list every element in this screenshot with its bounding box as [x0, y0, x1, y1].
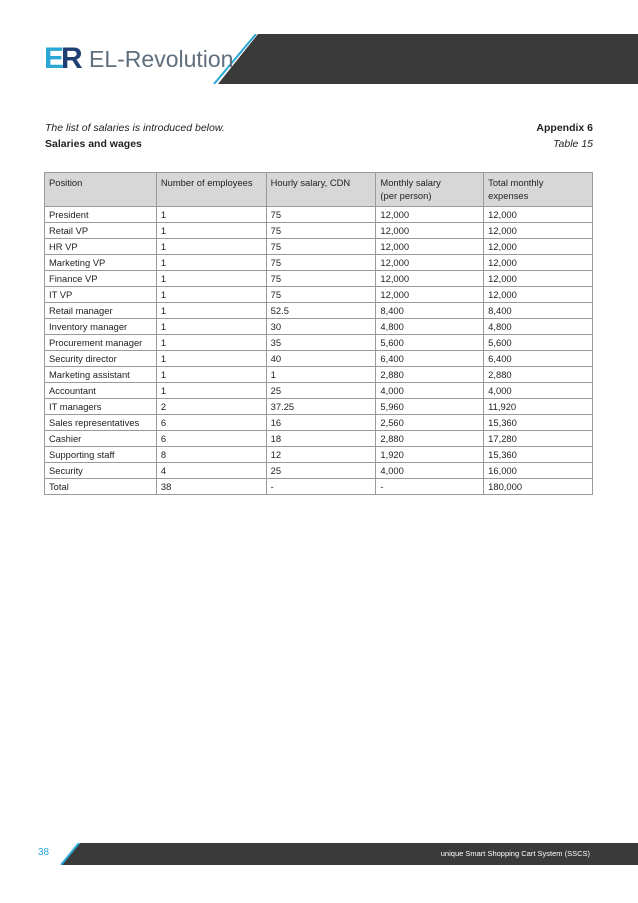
page-footer [0, 843, 638, 865]
table-cell: 6 [156, 415, 266, 431]
table-cell: 4,000 [484, 383, 593, 399]
table-cell: 12,000 [376, 287, 484, 303]
table-cell: IT managers [45, 399, 157, 415]
table-cell: 12 [266, 447, 376, 463]
table-cell: Supporting staff [45, 447, 157, 463]
table-cell: 6,400 [484, 351, 593, 367]
table-row [45, 367, 593, 383]
table-cell: 75 [266, 255, 376, 271]
table-cell: - [266, 479, 376, 495]
table-row [45, 383, 593, 399]
table-cell: 1 [156, 287, 266, 303]
table-row [45, 319, 593, 335]
table-cell: 17,280 [484, 431, 593, 447]
table-row [45, 255, 593, 271]
table-cell: 12,000 [484, 255, 593, 271]
table-cell: Retail manager [45, 303, 157, 319]
table-cell: 1 [156, 239, 266, 255]
intro-right [536, 120, 593, 152]
table-cell: 12,000 [376, 239, 484, 255]
table-cell: Security [45, 463, 157, 479]
table-cell: 1 [156, 367, 266, 383]
table-cell: 5,600 [484, 335, 593, 351]
table-cell: 12,000 [484, 287, 593, 303]
table-cell: 12,000 [484, 223, 593, 239]
table-cell: 12,000 [484, 271, 593, 287]
table-cell: 5,600 [376, 335, 484, 351]
table-cell: 75 [266, 223, 376, 239]
appendix-label: Appendix 6 [536, 122, 593, 134]
table-cell: 15,360 [484, 447, 593, 463]
table-cell: 1 [156, 351, 266, 367]
table-reference: Table 15 [553, 138, 593, 150]
table-row [45, 303, 593, 319]
table-cell: 37.25 [266, 399, 376, 415]
table-row [45, 447, 593, 463]
logo [44, 41, 80, 77]
column-header: Number of employees [156, 173, 266, 207]
table-cell: Total [45, 479, 157, 495]
table-cell: Marketing VP [45, 255, 157, 271]
table-cell: 12,000 [484, 207, 593, 223]
table-cell: 4,800 [484, 319, 593, 335]
table-cell: Procurement manager [45, 335, 157, 351]
table-row [45, 223, 593, 239]
table-cell: 1 [156, 383, 266, 399]
table-cell: 16,000 [484, 463, 593, 479]
table-cell: Accountant [45, 383, 157, 399]
column-header: Hourly salary, CDN [266, 173, 376, 207]
table-cell: 15,360 [484, 415, 593, 431]
table-cell: 8 [156, 447, 266, 463]
table-cell: 2,880 [376, 367, 484, 383]
table-cell: 2,880 [376, 431, 484, 447]
table-row [45, 239, 593, 255]
table-cell: 1 [156, 335, 266, 351]
table-cell: HR VP [45, 239, 157, 255]
table-row [45, 463, 593, 479]
table-cell: 75 [266, 239, 376, 255]
table-cell: IT VP [45, 287, 157, 303]
table-cell: 4,000 [376, 383, 484, 399]
table-cell: 75 [266, 287, 376, 303]
brand-name: EL-Revolution [89, 46, 234, 72]
table-cell: 180,000 [484, 479, 593, 495]
table-row [45, 207, 593, 223]
table-cell: Finance VP [45, 271, 157, 287]
table-cell: 1 [156, 207, 266, 223]
footer-title: unique Smart Shopping Cart System (SSCS) [440, 849, 590, 858]
table-row [45, 431, 593, 447]
table-cell: Inventory manager [45, 319, 157, 335]
table-cell: 18 [266, 431, 376, 447]
table-cell: 4 [156, 463, 266, 479]
table-cell: 4,000 [376, 463, 484, 479]
table-cell: Cashier [45, 431, 157, 447]
table-cell: 6 [156, 431, 266, 447]
table-header [45, 173, 593, 207]
column-header: Total monthly expenses [484, 173, 593, 207]
table-cell: 1 [156, 319, 266, 335]
salaries-table [44, 172, 593, 495]
header-dark-band [218, 34, 638, 84]
table-row [45, 415, 593, 431]
column-header: Monthly salary (per person) [376, 173, 484, 207]
section-title: Salaries and wages [45, 138, 142, 150]
logo-letter-r: R [61, 42, 80, 75]
table-row [45, 351, 593, 367]
table-cell: 12,000 [484, 239, 593, 255]
page-header [0, 34, 638, 84]
table-cell: 12,000 [376, 271, 484, 287]
table-header-row [45, 173, 593, 207]
table-cell: 12,000 [376, 223, 484, 239]
table-cell: 12,000 [376, 207, 484, 223]
table-cell: 2,560 [376, 415, 484, 431]
table-cell: 6,400 [376, 351, 484, 367]
table-cell: 1 [266, 367, 376, 383]
table-cell: 8,400 [376, 303, 484, 319]
table-cell: 8,400 [484, 303, 593, 319]
intro-left [45, 120, 225, 152]
table-cell: Security director [45, 351, 157, 367]
table-row [45, 287, 593, 303]
table-cell: Marketing assistant [45, 367, 157, 383]
table-cell: 35 [266, 335, 376, 351]
table-cell: 40 [266, 351, 376, 367]
intro-sentence: The list of salaries is introduced below. [45, 122, 225, 134]
table-cell: 75 [266, 271, 376, 287]
table-row [45, 335, 593, 351]
table-cell: 2,880 [484, 367, 593, 383]
table-cell: 16 [266, 415, 376, 431]
table-cell: Sales representatives [45, 415, 157, 431]
page-number: 38 [38, 847, 50, 858]
table-cell: 1 [156, 255, 266, 271]
column-header: Position [45, 173, 157, 207]
table-cell: 25 [266, 383, 376, 399]
table-cell: 1 [156, 223, 266, 239]
table-body [45, 207, 593, 495]
table-cell: 4,800 [376, 319, 484, 335]
table-cell: 30 [266, 319, 376, 335]
table-cell: 25 [266, 463, 376, 479]
table-cell: 1 [156, 303, 266, 319]
table-cell: President [45, 207, 157, 223]
table-row [45, 479, 593, 495]
table-cell: Retail VP [45, 223, 157, 239]
table-row [45, 399, 593, 415]
table-cell: 2 [156, 399, 266, 415]
table-row [45, 271, 593, 287]
table-cell: 75 [266, 207, 376, 223]
table-cell: 1,920 [376, 447, 484, 463]
table-cell: 5,960 [376, 399, 484, 415]
table-cell: 1 [156, 271, 266, 287]
table-cell: - [376, 479, 484, 495]
table-cell: 12,000 [376, 255, 484, 271]
table-cell: 11,920 [484, 399, 593, 415]
table-cell: 52.5 [266, 303, 376, 319]
table-cell: 38 [156, 479, 266, 495]
logo-letter-e: E [44, 42, 62, 75]
